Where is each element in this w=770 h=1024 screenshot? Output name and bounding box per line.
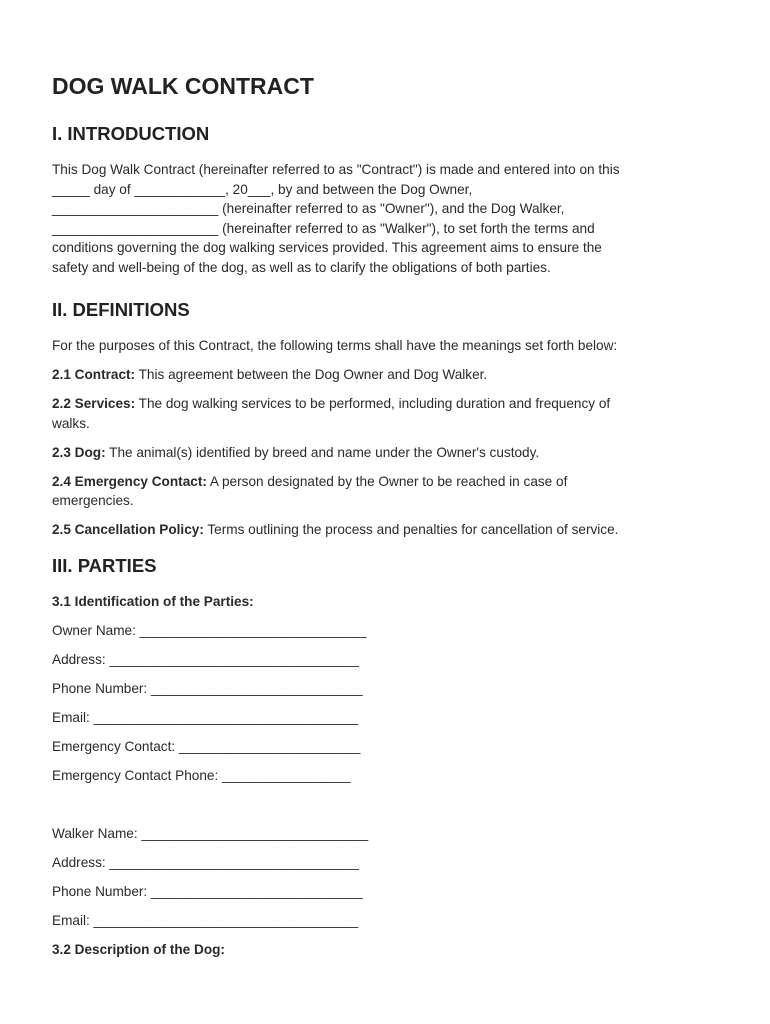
definition-text: This agreement between the Dog Owner and Dog Walker. <box>135 367 488 382</box>
intro-line: This Dog Walk Contract (hereinafter referred to as "Contract") is made and entered into on this <box>52 162 620 177</box>
intro-line: ______________________ (hereinafter referred to as "Walker"), to set forth the terms and <box>52 220 595 236</box>
owner-email-field[interactable]: Email: ___________________________________ <box>52 710 359 725</box>
definition-text: The dog walking services to be performed, including duration and frequency of <box>135 396 611 411</box>
section-heading-introduction: I. INTRODUCTION <box>52 123 210 144</box>
document-page <box>52 72 712 970</box>
definition-text: emergencies. <box>52 493 134 508</box>
definition-item <box>52 472 712 511</box>
definition-text: The animal(s) identified by breed and name under the Owner's custody. <box>105 444 540 460</box>
owner-phone-field[interactable]: Phone Number: ____________________________ <box>52 681 363 696</box>
emergency-contact-phone-field[interactable]: Emergency Contact Phone: _________________ <box>52 768 351 783</box>
definition-text: Terms outlining the process and penalties for cancellation of service. <box>203 522 619 537</box>
walker-email-field[interactable]: Email: ___________________________________ <box>52 913 359 928</box>
dog-description-subheading: 3.2 Description of the Dog: <box>52 942 225 957</box>
parties-subheading: 3.1 Identification of the Parties: <box>52 593 254 609</box>
definition-item <box>52 365 712 385</box>
intro-line: conditions governing the dog walking services provided. This agreement aims to ensure the <box>52 240 602 255</box>
definition-text: walks. <box>52 415 90 431</box>
spacer <box>52 795 712 824</box>
definition-item <box>52 394 712 433</box>
definition-text: A person designated by the Owner to be reached in case of <box>206 473 568 489</box>
owner-name-field[interactable]: Owner Name: ______________________________ <box>52 623 367 638</box>
walker-address-field[interactable]: Address: _________________________________ <box>52 855 359 870</box>
definition-term: 2.1 Contract: <box>52 367 136 382</box>
intro-line: ______________________ (hereinafter referred to as "Owner"), and the Dog Walker, <box>52 201 565 216</box>
walker-name-field[interactable]: Walker Name: ______________________________ <box>52 826 369 841</box>
section-heading-definitions: II. DEFINITIONS <box>52 299 190 320</box>
definition-term: 2.2 Services: <box>52 396 136 411</box>
definition-term: 2.4 Emergency Contact: <box>52 473 207 489</box>
owner-address-field[interactable]: Address: _________________________________ <box>52 652 359 667</box>
definitions-lead: For the purposes of this Contract, the following terms shall have the meanings set forth below: <box>52 338 618 353</box>
definition-item <box>52 443 712 463</box>
definition-item <box>52 520 712 540</box>
document-title: DOG WALK CONTRACT <box>52 73 314 99</box>
intro-line: _____ day of ____________, 20___, by and between the Dog Owner, <box>52 181 473 197</box>
definition-term: 2.5 Cancellation Policy: <box>52 522 204 537</box>
walker-phone-field[interactable]: Phone Number: ____________________________ <box>52 884 363 899</box>
definition-term: 2.3 Dog: <box>52 444 106 460</box>
section-heading-parties: III. PARTIES <box>52 554 157 576</box>
emergency-contact-field[interactable]: Emergency Contact: ________________________ <box>52 739 361 754</box>
introduction-paragraph <box>52 160 712 277</box>
intro-line: safety and well-being of the dog, as well as to clarify the obligations of both parties. <box>52 259 551 275</box>
